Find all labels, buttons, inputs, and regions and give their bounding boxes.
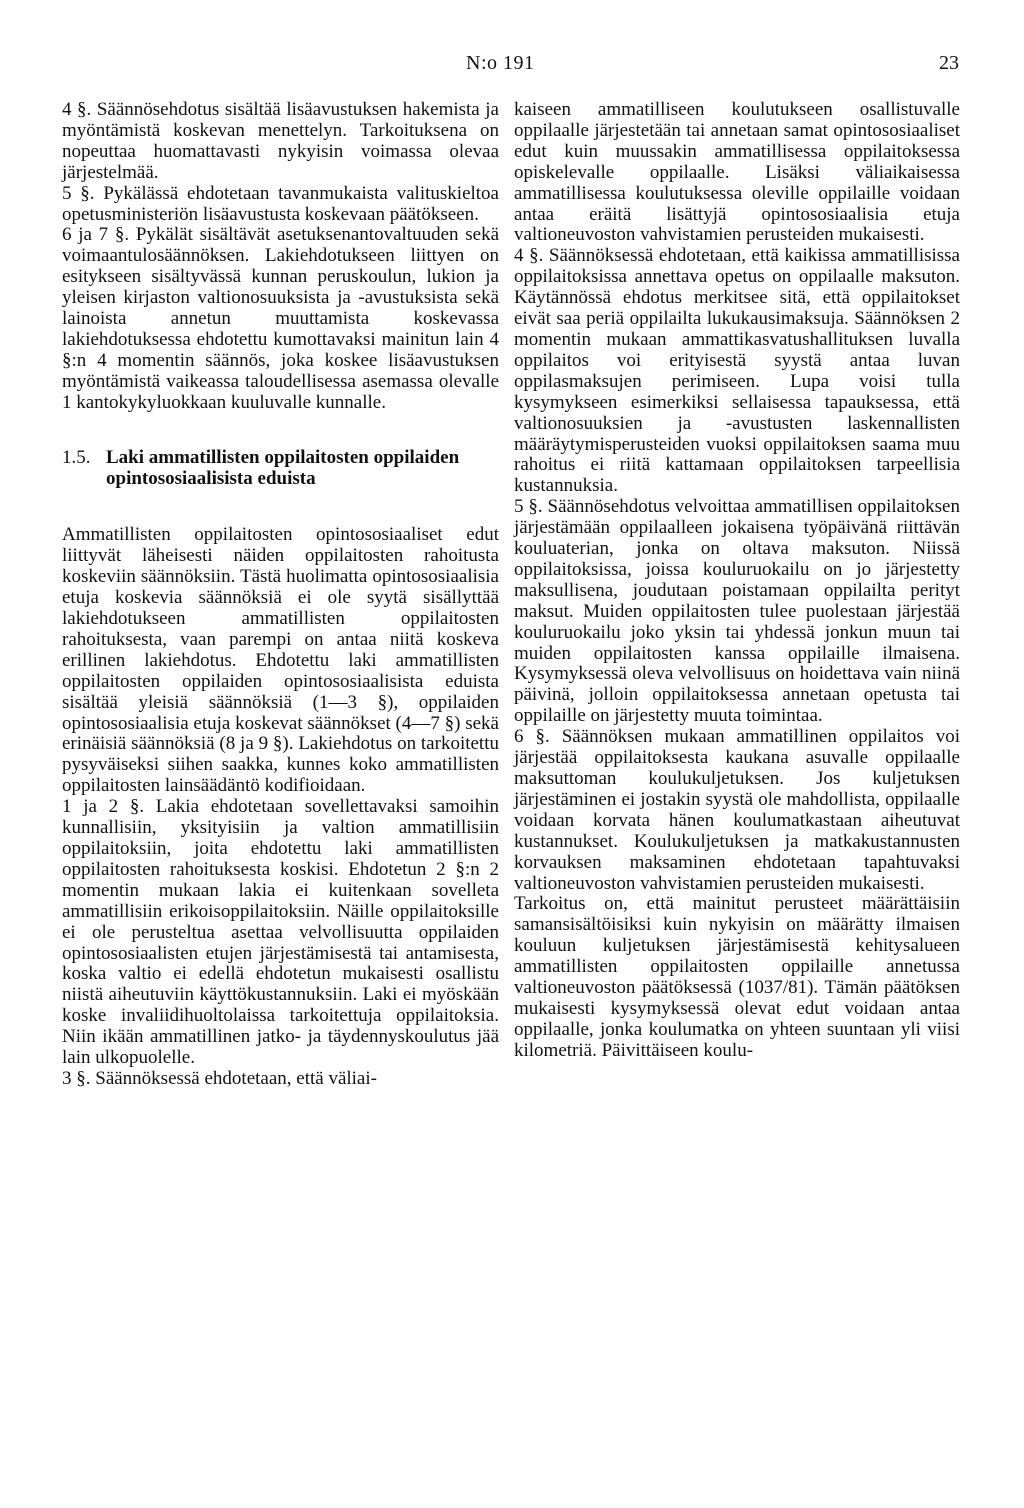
paragraph-intro: Ammatillisten oppilaitosten opintososiaaliset edut liittyvät läheisesti näiden oppilaitosten rahoitusta koskeviin säännöksiin. Tästä huolimatta opintososiaalisia etuja koskevia säännöksiä ei ole syytä sisällyttää lakiehdotukseen ammatillisten oppilaitosten rahoituksesta, vaan parempi on antaa niitä koskeva erillinen lakiehdotus. Ehdotettu laki ammatillisten oppilaitosten oppilaiden opintososiaalisista eduista sisältää yleisiä säännöksiä (1—3 §), oppilaiden opintososiaalisia etuja koskevat säännökset (4—7 §) sekä erinäisiä säännöksiä (8 ja 9 §). Lakiehdotus on tarkoitettu pysyväiseksi siihen saakka, kunnes koko ammatillisten oppilaitosten lainsäädäntö kodifioidaan.: [62, 524, 499, 797]
paragraph-5-section-right: 5 §. Säännösehdotus velvoittaa ammatillisen oppilaitoksen järjestämään oppilaalleen jokaisena työpäivänä riittävän kouluaterian, jonka on oltava maksuton. Niissä oppilaitoksissa, joissa kouluruokailu on jo järjestetty maksullisena, joudutaan poistamaan oppilailta perityt maksut. Muiden oppilaitosten tulee puolestaan järjestää kouluruokailu joko yksin tai yhdessä jonkun muun tai muiden oppilaitosten kanssa oppilaille ilmaisena. Kysymyksessä oleva velvollisuus on hoidettava vain niinä päivinä, jolloin oppilaitoksessa annetaan opetusta tai oppilaille on järjestetty muuta toimintaa.: [514, 496, 960, 727]
section-heading: [62, 448, 499, 490]
paragraph-4-section: 4 §. Säännösehdotus sisältää lisäavustuksen hakemista ja myöntämistä koskevan menettelyn. Tarkoituksena on nopeuttaa huomattavasti nykyisin voimassa olevaa järjestelmää.: [62, 99, 499, 183]
section-heading-number: 1.5.: [62, 446, 91, 468]
paragraph-purpose: Tarkoitus on, että mainitut perusteet määrättäisiin samansisältöisiksi kuin nykyisin on määrätty ilmaisen kouluun kuljetuksen järjestämisestä kehitysalueen ammatillisten oppilaitosten oppilaille annetussa valtioneuvoston päätöksessä (1037/81). Tämän päätöksen mukaisesti kysymyksessä olevat edut voidaan antaa oppilaalle, jonka koulumatka on yhteen suuntaan yli viisi kilometriä. Päivittäiseen koulu-: [514, 893, 960, 1061]
section-heading-title: Laki ammatillisten oppilaitosten oppilaiden opintososiaalisista eduista: [106, 446, 460, 489]
paragraph-3-section: 3 §. Säännöksessä ehdotetaan, että väliai-: [62, 1067, 377, 1089]
left-column: [62, 100, 499, 1090]
page-header-number: N:o 191: [466, 52, 535, 74]
page-number: 23: [939, 52, 959, 74]
paragraph-1-2-section: 1 ja 2 §. Lakia ehdotetaan sovellettavaksi samoihin kunnallisiin, yksityisiin ja valtion ammatillisiin oppilaitoksiin, joita ehdotettu laki ammatillisten oppilaitosten rahoituksesta koskisi. Ehdotetun 2 §:n 2 momentin mukaan lakia ei kuitenkaan sovelleta ammatillisiin erikoisoppilaitoksiin. Näille oppilaitoksille ei ole perusteltua asettaa velvollisuutta oppilaiden opintososiaalisten etujen järjestämisestä tai antamisesta, koska valtio ei edellä ehdotetun mukaisesti osallistu niistä aiheutuviin käyttökustannuksiin. Laki ei myöskään koske invaliidihuoltolaissa tarkoitettuja oppilaitoksia. Niin ikään ammatillinen jatko- ja täydennyskoulutus jää lain ulkopuolelle.: [62, 796, 499, 1069]
right-column: [514, 100, 960, 1062]
paragraph-6-section-right: 6 §. Säännöksen mukaan ammatillinen oppilaitos voi järjestää oppilaitoksesta kaukana asuvalle oppilaalle maksuttoman koulukuljetuksen. Jos kuljetuksen järjestäminen ei jostakin syystä ole mahdollista, oppilaalle voidaan korvata hänen koulumatkastaan aiheutuvat kustannukset. Koulukuljetuksen ja matkakustannusten korvauksen maksaminen ehdotetaan tapahtuvaksi valtioneuvoston vahvistamien perusteiden mukaisesti.: [514, 726, 960, 894]
paragraph-4-section-right: 4 §. Säännöksessä ehdotetaan, että kaikissa ammatillisissa oppilaitoksissa annettava opetus on oppilaalle maksuton. Käytännössä ehdotus merkitsee sitä, että oppilaitokset eivät saa periä oppilailta lukukausimaksuja. Säännöksen 2 momentin mukaan ammattikasvatushallituksen luvalla oppilaitos voi erityisestä syystä antaa luvan oppilasmaksujen perimiseen. Lupa voisi tulla kysymykseen esimerkiksi sellaisessa tapauksessa, että valtionosuuksien ja -avustusten laskennallisten määräytymisperusteiden vuoksi oppilaitoksen saama muu rahoitus ei riitä kattamaan oppilaitoksen tarpeellisia kustannuksia.: [514, 245, 960, 497]
paragraph-5-section: 5 §. Pykälässä ehdotetaan tavanmukaista valituskieltoa opetusministeriön lisäavustusta koskevaan päätökseen.: [62, 182, 499, 225]
paragraph-6-7-section: 6 ja 7 §. Pykälät sisältävät asetuksenantovaltuuden sekä voimaantulosäännöksen. Lakiehdotukseen liittyen on esitykseen sisältyvässä kunnan peruskoulun, lukion ja yleisen kirjaston valtionosuuksista ja -avustuksista sekä lainoista annetun muuttamista koskevassa lakiehdotuksessa ehdotettu kumottavaksi mainitun lain 4 §:n 4 momentin säännös, joka koskee lisäavustuksen myöntämistä vaikeassa taloudellisessa asemassa olevalle 1 kantokykyluokkaan kuuluvalle kunnalle.: [62, 224, 499, 413]
paragraph-3-continued: kaiseen ammatilliseen koulutukseen osallistuvalle oppilaalle järjestetään tai annetaan samat opintososiaaliset edut kuin muussakin ammatillisessa oppilaitoksessa opiskelevalle oppilaalle. Lisäksi väliaikaisessa ammatillisessa koulutuksessa oleville oppilaille voidaan antaa eräitä lisättyjä opintososiaalisia etuja valtioneuvoston vahvistamien perusteiden mukaisesti.: [514, 99, 960, 246]
